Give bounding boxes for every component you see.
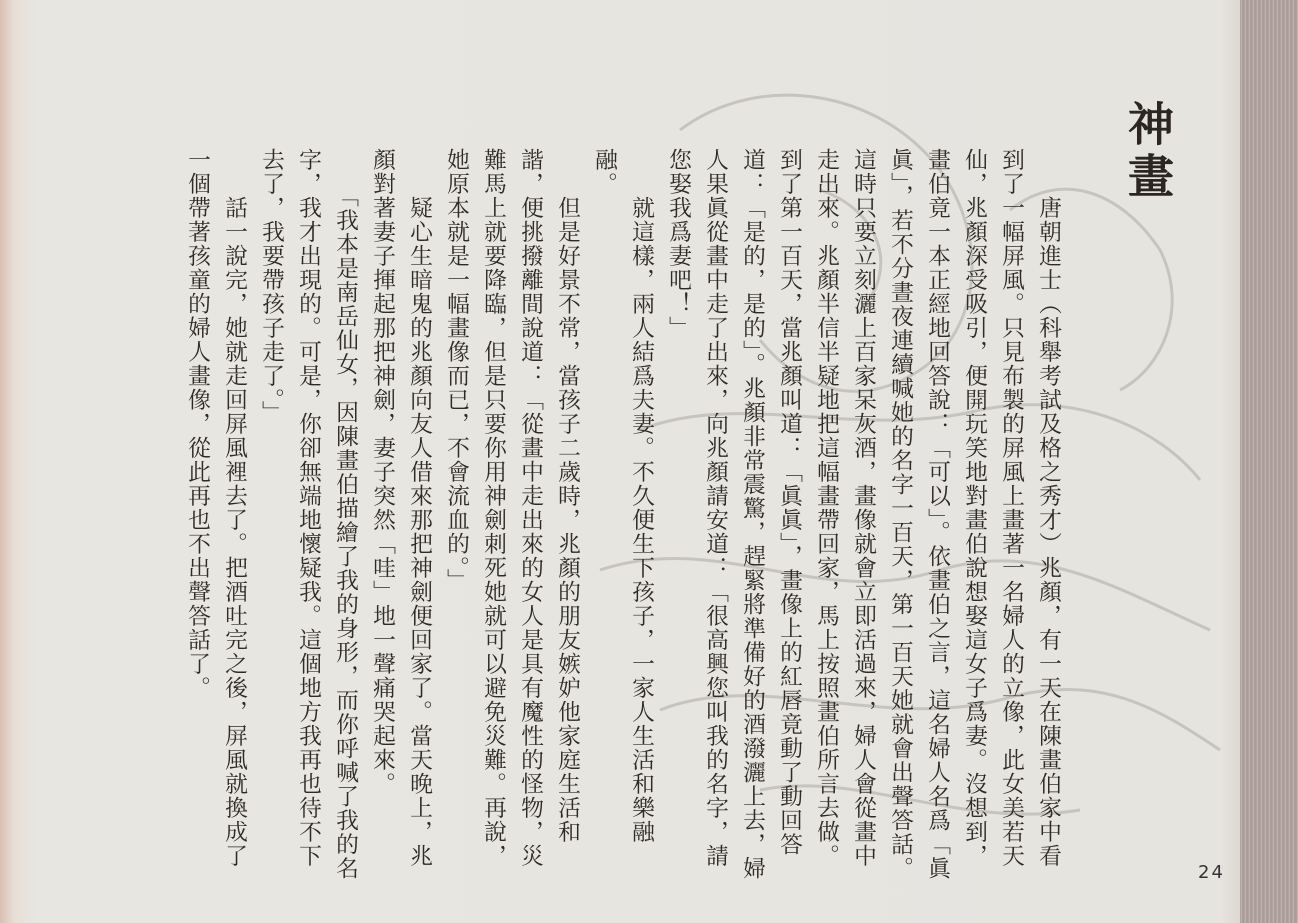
body-text — [178, 148, 1066, 888]
page-title: 神畫 — [1121, 100, 1175, 204]
paragraph: 疑心生暗鬼的兆顏向友人借來那把神劍便回家了。當天晚上，兆顏對著妻子揮起那把神劍，妻子突然「哇」地一聲痛哭起來。 — [369, 148, 432, 868]
paragraph: 就這樣，兩人結爲夫妻。不久便生下孩子，一家人生活和樂融融。 — [591, 148, 654, 844]
paragraph: 唐朝進士（科舉考試及格之秀才）兆顏，有一天在陳畫伯家中看到了一幅屏風。只見布製的屏風上畫著一名婦人的立像，此女美若天仙，兆顏深受吸引，便開玩笑地對畫伯說想娶這女子爲妻。沒想到，畫伯竟一本正經地回答說：「可以」。依畫伯之言，這名婦人名爲「眞眞」，若不分晝夜連續喊她的名字一百天，第一百天她就會出聲答話。這時只要立刻灑上百家呆灰酒，畫像就會立即活過來，婦人會從畫中走出來。兆顏半信半疑地把這幅畫帶回家，馬上按照畫伯所言去做。到了第一百天，當兆顏叫道：「眞眞」，畫像上的紅唇竟動了動回答道：「是的，是的」。兆顏非常震驚，趕緊將準備好的酒潑灑上去，婦人果眞從畫中走了出來，向兆顏請安道：「很高興您叫我的名字，請您娶我爲妻吧！」 — [665, 148, 1061, 881]
book-page-edges — [1240, 0, 1298, 923]
paragraph: 話一說完，她就走回屏風裡去了。把酒吐完之後，屏風就換成了一個帶著孩童的婦人畫像，從此再也不出聲答話了。 — [184, 148, 247, 868]
paragraph: 「我本是南岳仙女，因陳畫伯描繪了我的身形，而你呼喊了我的名字，我才出現的。可是，你卻無端地懷疑我。這個地方我再也待不下去了，我要帶孩子走了。」 — [258, 148, 358, 881]
paragraph: 但是好景不常，當孩子二歲時，兆顏的朋友嫉妒他家庭生活和諧，便挑撥離間說道：「從畫中走出來的女人是具有魔性的怪物，災難馬上就要降臨，但是只要你用神劍刺死她就可以避免災難。再說，她原本就是一幅畫像而已，不會流血的。」 — [443, 148, 580, 868]
page-number: 24 — [1198, 862, 1225, 883]
